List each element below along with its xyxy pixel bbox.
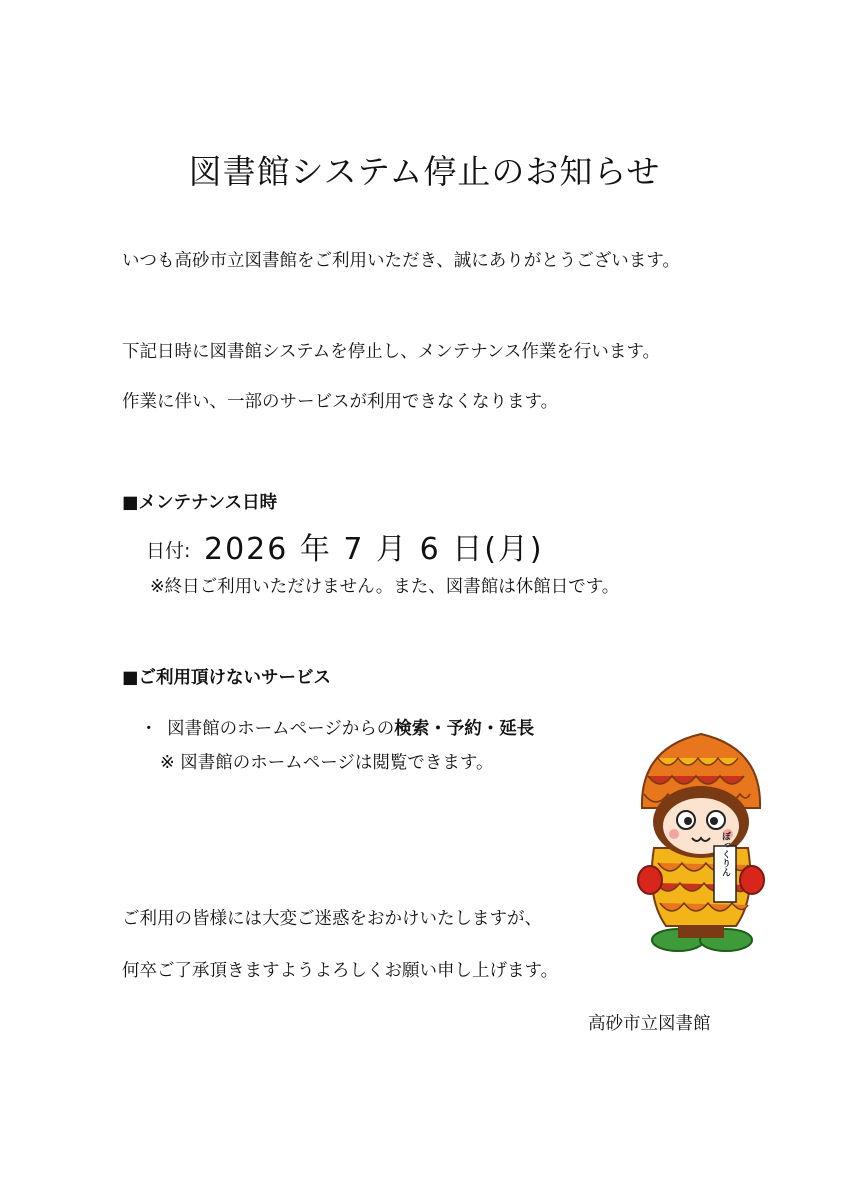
service-list-item <box>140 715 534 740</box>
notice-line-1: 下記日時に図書館システムを停止し、メンテナンス作業を行います。 <box>122 342 660 362</box>
maintenance-heading: ■メンテナンス日時 <box>122 493 278 513</box>
mascot-illustration <box>636 728 766 956</box>
maintenance-date: 2026 年 7 月 6 日(月) <box>204 532 544 567</box>
mascot-sash-text: ぼっくりん <box>720 831 730 877</box>
unavailable-heading: ■ご利用頂けないサービス <box>122 668 332 688</box>
bullet-mark: ・ <box>140 719 158 739</box>
service-note: ※ 図書館のホームページは閲覧できます。 <box>160 753 494 773</box>
page-title: 図書館システム停止のお知らせ <box>188 152 661 191</box>
signature: 高砂市立図書館 <box>588 1014 711 1034</box>
closing-line-1: ご利用の皆様には大変ご迷惑をおかけいたしますが、 <box>122 909 542 929</box>
greeting-text: いつも高砂市立図書館をご利用いただき、誠にありがとうございます。 <box>122 251 680 271</box>
maintenance-note: ※終日ご利用いただけません。また、図書館は休館日です。 <box>150 577 620 597</box>
date-label: 日付: <box>146 540 191 562</box>
service-item-prefix: 図書館のホームページからの <box>167 719 395 739</box>
closing-line-2: 何卒ご了承頂きますようよろしくお願い申し上げます。 <box>122 961 559 981</box>
notice-line-2: 作業に伴い、一部のサービスが利用できなくなります。 <box>122 392 559 412</box>
service-item-bold: 検索・予約・延長 <box>394 719 535 739</box>
